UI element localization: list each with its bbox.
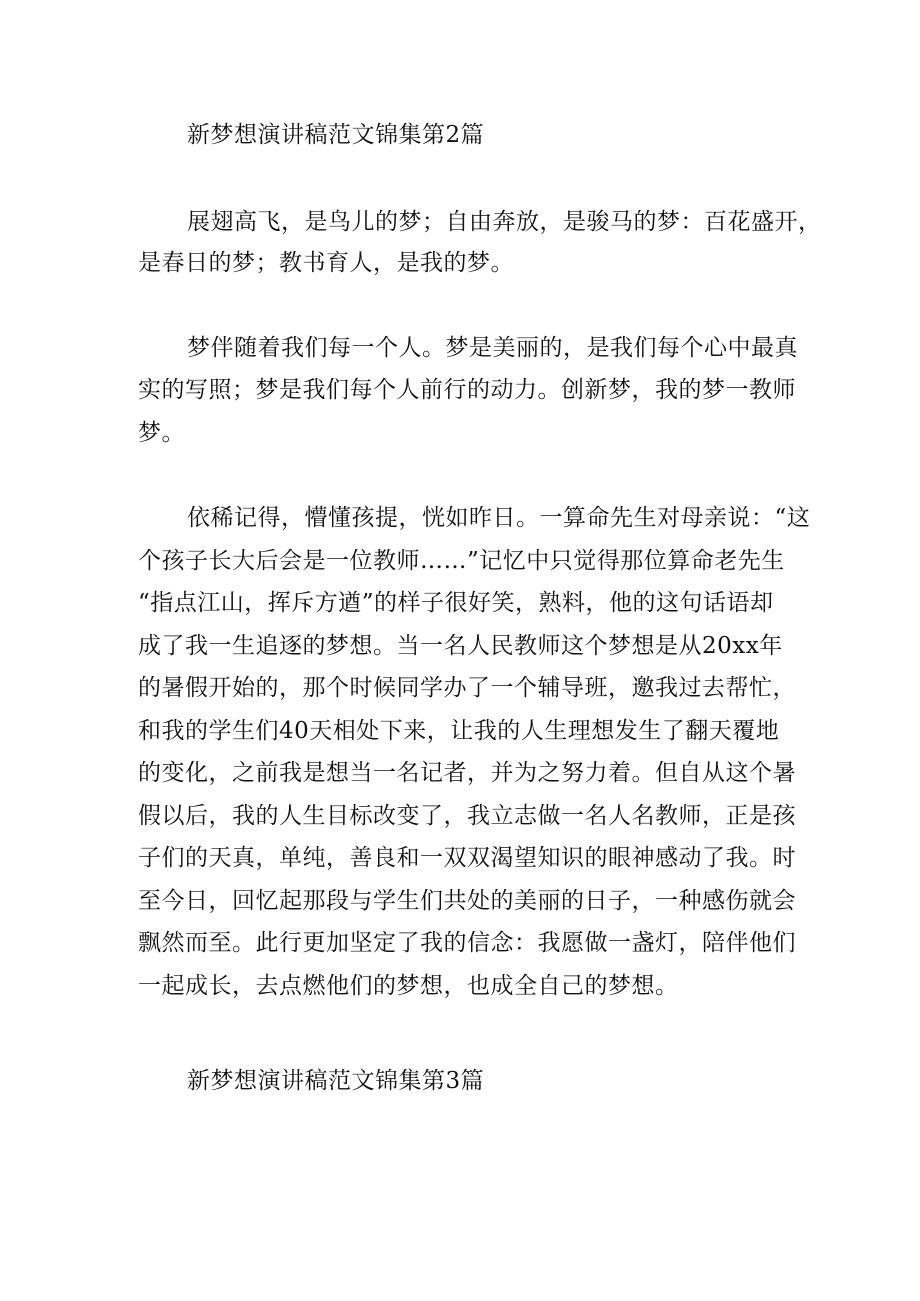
- paragraph-line: 和我的学生们40天相处下来，让我的人生理想发生了翻天覆地: [138, 718, 780, 744]
- paragraph-line: 是春日的梦；教书育人，是我的梦。: [138, 250, 514, 276]
- paragraph-line: 依稀记得，懵懂孩提，恍如昨日。一算命先生对母亲说：“这: [187, 505, 811, 531]
- paragraph-line: 一起成长，去点燃他们的梦想，也成全自己的梦想。: [138, 973, 679, 999]
- paragraph-line: 假以后，我的人生目标改变了，我立志做一名人名教师，正是孩: [138, 803, 796, 829]
- paragraph-line: 的变化，之前我是想当一名记者，并为之努力着。但自从这个暑: [138, 760, 796, 786]
- paragraph-line: 梦。: [138, 420, 185, 446]
- section-heading-2: 新梦想演讲稿范文锦集第2篇: [187, 122, 485, 148]
- paragraph-line: 的暑假开始的，那个时候同学办了一个辅导班，邀我过去帮忙，: [138, 675, 796, 701]
- section-heading-3: 新梦想演讲稿范文锦集第3篇: [187, 1068, 485, 1094]
- paragraph-line: “指点江山，挥斥方遒”的样子很好笑，熟料，他的这句话语却: [138, 590, 774, 616]
- paragraph-line: 成了我一生追逐的梦想。当一名人民教师这个梦想是从20xx年: [138, 633, 783, 659]
- paragraph-line: 展翅高飞，是鸟儿的梦；自由奔放，是骏马的梦：百花盛开，: [187, 209, 822, 235]
- paragraph-line: 子们的天真，单纯，善良和一双双渴望知识的眼神感动了我。时: [138, 845, 796, 871]
- paragraph-line: 实的写照；梦是我们每个人前行的动力。创新梦，我的梦一教师: [138, 377, 796, 403]
- paragraph-line: 梦伴随着我们每一个人。梦是美丽的，是我们每个心中最真: [187, 335, 798, 361]
- paragraph-line: 个孩子长大后会是一位教师……”记忆中只觉得那位算命老先生: [138, 548, 785, 574]
- paragraph-line: 飘然而至。此行更加坚定了我的信念：我愿做一盏灯，陪伴他们: [138, 930, 796, 956]
- paragraph-line: 至今日，回忆起那段与学生们共处的美丽的日子，一种感伤就会: [138, 888, 796, 914]
